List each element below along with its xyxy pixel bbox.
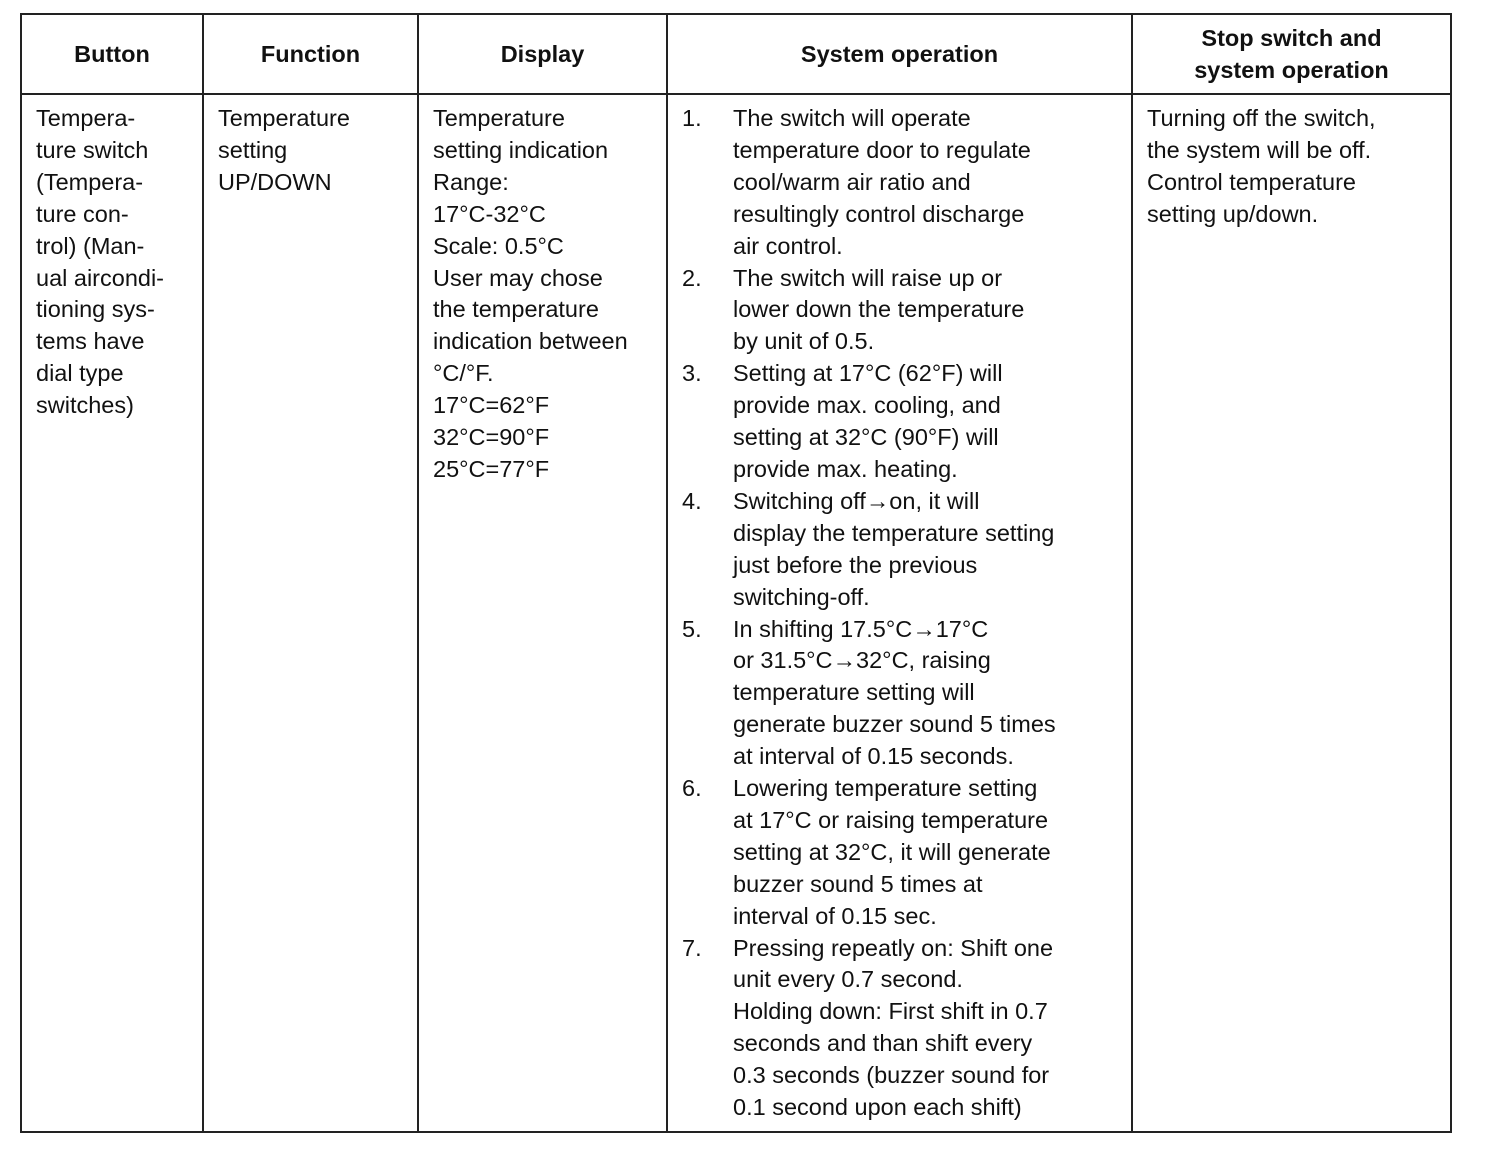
button-cell: Tempera- ture switch (Tempera- ture con- trol) (Man- ual aircondi- tioning sys- tems have dial type switches)	[21, 94, 203, 1132]
table-row	[21, 94, 1451, 1132]
operation-item-4: 4. Switching off→on, it will display the temperature setting just before the previous switching-off.	[682, 487, 1055, 610]
temperature-switch-spec-table	[20, 13, 1452, 1133]
display-cell: Temperature setting indication Range: 17°C-32°C Scale: 0.5°C User may chose the temperature indication between °C/°F. 17°C=62°F 32°C=90°F 25°C=77°F	[418, 94, 667, 1132]
operation-item-7: 7. Pressing repeatly on: Shift one unit every 0.7 second. Holding down: First shift in 0.7 seconds and than shift every 0.3 seconds (buzzer sound for 0.1 second upon each shift)	[682, 934, 1054, 1121]
operation-item-2: 2. The switch will raise up or lower down the temperature by unit of 0.5.	[682, 264, 1025, 355]
header-function: Function	[203, 14, 418, 94]
function-cell: Temperature setting UP/DOWN	[203, 94, 418, 1132]
header-stop-switch: Stop switch and system operation	[1132, 14, 1451, 94]
header-display: Display	[418, 14, 667, 94]
header-system-operation: System operation	[667, 14, 1132, 94]
operation-item-1: 1. The switch will operate temperature door to regulate cool/warm air ratio and resultingly control discharge air control.	[682, 105, 1031, 259]
operation-item-5: 5. In shifting 17.5°C→17°C or 31.5°C→32°C, raising temperature setting will generate buzzer sound 5 times at interval of 0.15 seconds.	[682, 615, 1056, 770]
stop-switch-cell: Turning off the switch, the system will be off. Control temperature setting up/down.	[1132, 94, 1451, 1132]
header-row	[21, 14, 1451, 94]
operation-item-6: 6. Lowering temperature setting at 17°C or raising temperature setting at 32°C, it will generate buzzer sound 5 times at interval of 0.15 sec.	[682, 775, 1051, 929]
header-button: Button	[21, 14, 203, 94]
system-operation-cell	[667, 94, 1132, 1132]
operation-list	[682, 103, 1121, 1124]
operation-item-3: 3. Setting at 17°C (62°F) will provide max. cooling, and setting at 32°C (90°F) will provide max. heating.	[682, 360, 1003, 482]
